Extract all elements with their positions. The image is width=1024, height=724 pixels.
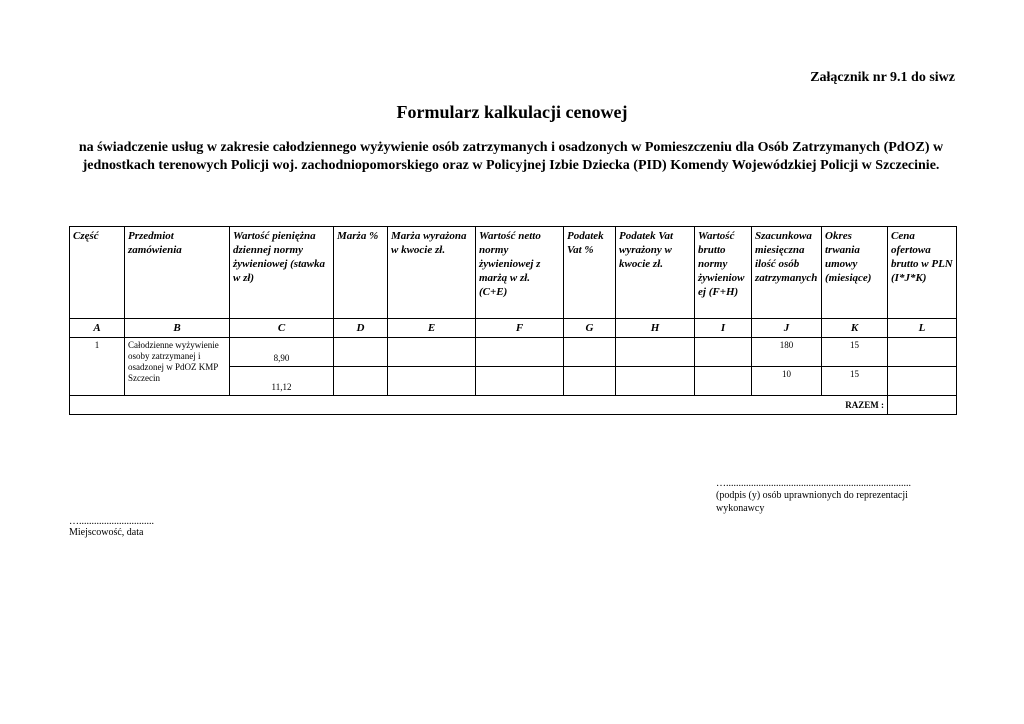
- col-header-gross-value: Wartość brutto normy żywieniowej (F+H): [695, 227, 752, 319]
- letter-cell: E: [388, 319, 476, 338]
- col-header-contract-months: Okres trwania umowy (miesiące): [822, 227, 888, 319]
- gross-value-cell[interactable]: [695, 338, 752, 367]
- vat-percent-cell[interactable]: [564, 367, 616, 396]
- column-letters-row: [70, 319, 957, 338]
- net-value-cell[interactable]: [476, 338, 564, 367]
- page-title: Formularz kalkulacji cenowej: [396, 102, 628, 122]
- letter-cell: B: [125, 319, 230, 338]
- page-subtitle: na świadczenie usług w zakresie całodziennego wyżywienie osób zatrzymanych i osadzonych w Pomieszczeniu dla Osób Zatrzymanych (PdOZ) w jednostkach terenowych Policji woj. zachodniopomorskiego oraz w Policyjnej Izbie Dziecka (PID) Komendy Wojewódzkiej Policji w Szczecinie.: [78, 140, 944, 173]
- vat-amount-cell[interactable]: [616, 367, 695, 396]
- col-header-subject: Przedmiot zamówienia: [125, 227, 230, 319]
- col-header-daily-value: Wartość pieniężna dziennej normy żywieniowej (stawka w zł): [230, 227, 334, 319]
- margin-percent-cell[interactable]: [334, 367, 388, 396]
- col-header-net-value: Wartość netto normy żywieniowej z marżą w zł. (C+E): [476, 227, 564, 319]
- margin-amount-cell[interactable]: [388, 367, 476, 396]
- daily-rate-cell: 8,90: [230, 338, 334, 367]
- letter-cell: C: [230, 319, 334, 338]
- letter-cell: L: [888, 319, 957, 338]
- letter-cell: D: [334, 319, 388, 338]
- daily-rate-cell: 11,12: [230, 367, 334, 396]
- letter-cell: H: [616, 319, 695, 338]
- price-calculation-table: [69, 226, 957, 415]
- monthly-persons-cell: 180: [752, 338, 822, 367]
- letter-cell: F: [476, 319, 564, 338]
- contract-months-cell: 15: [822, 367, 888, 396]
- contract-months-cell: 15: [822, 338, 888, 367]
- col-header-margin-percent: Marża %: [334, 227, 388, 319]
- total-label: RAZEM :: [70, 396, 888, 415]
- col-header-part: Część: [70, 227, 125, 319]
- attachment-label: Załącznik nr 9.1 do siwz: [810, 70, 955, 85]
- vat-amount-cell[interactable]: [616, 338, 695, 367]
- vat-percent-cell[interactable]: [564, 338, 616, 367]
- gross-value-cell[interactable]: [695, 367, 752, 396]
- letter-cell: A: [70, 319, 125, 338]
- letter-cell: I: [695, 319, 752, 338]
- col-header-monthly-persons: Szacunkowa miesięczna ilość osób zatrzymanych: [752, 227, 822, 319]
- signature-caption: (podpis (y) osób uprawnionych do reprezentacji wykonawcy: [716, 490, 908, 514]
- letter-cell: J: [752, 319, 822, 338]
- col-header-offer-price: Cena ofertowa brutto w PLN (I*J*K): [888, 227, 957, 319]
- margin-percent-cell[interactable]: [334, 338, 388, 367]
- col-header-margin-amount: Marża wyrażona w kwocie zł.: [388, 227, 476, 319]
- offer-price-cell[interactable]: [888, 367, 957, 396]
- monthly-persons-cell: 10: [752, 367, 822, 396]
- total-row: [70, 396, 957, 415]
- offer-price-cell[interactable]: [888, 338, 957, 367]
- margin-amount-cell[interactable]: [388, 338, 476, 367]
- signature-line: …..........................................................................: [716, 478, 911, 489]
- col-header-vat-amount: Podatek Vat wyrażony w kwocie zł.: [616, 227, 695, 319]
- letter-cell: G: [564, 319, 616, 338]
- place-date-caption: Miejscowość, data: [69, 527, 144, 538]
- col-header-vat-percent: Podatek Vat %: [564, 227, 616, 319]
- table-header-row: [70, 227, 957, 319]
- table-row: [70, 338, 957, 367]
- total-value-cell[interactable]: [888, 396, 957, 415]
- letter-cell: K: [822, 319, 888, 338]
- net-value-cell[interactable]: [476, 367, 564, 396]
- part-number-cell: 1: [70, 338, 125, 396]
- place-date-line: …..............................: [69, 516, 154, 527]
- item-description-cell: Całodzienne wyżywienie osoby zatrzymanej i osadzonej w PdOZ KMP Szczecin: [125, 338, 230, 396]
